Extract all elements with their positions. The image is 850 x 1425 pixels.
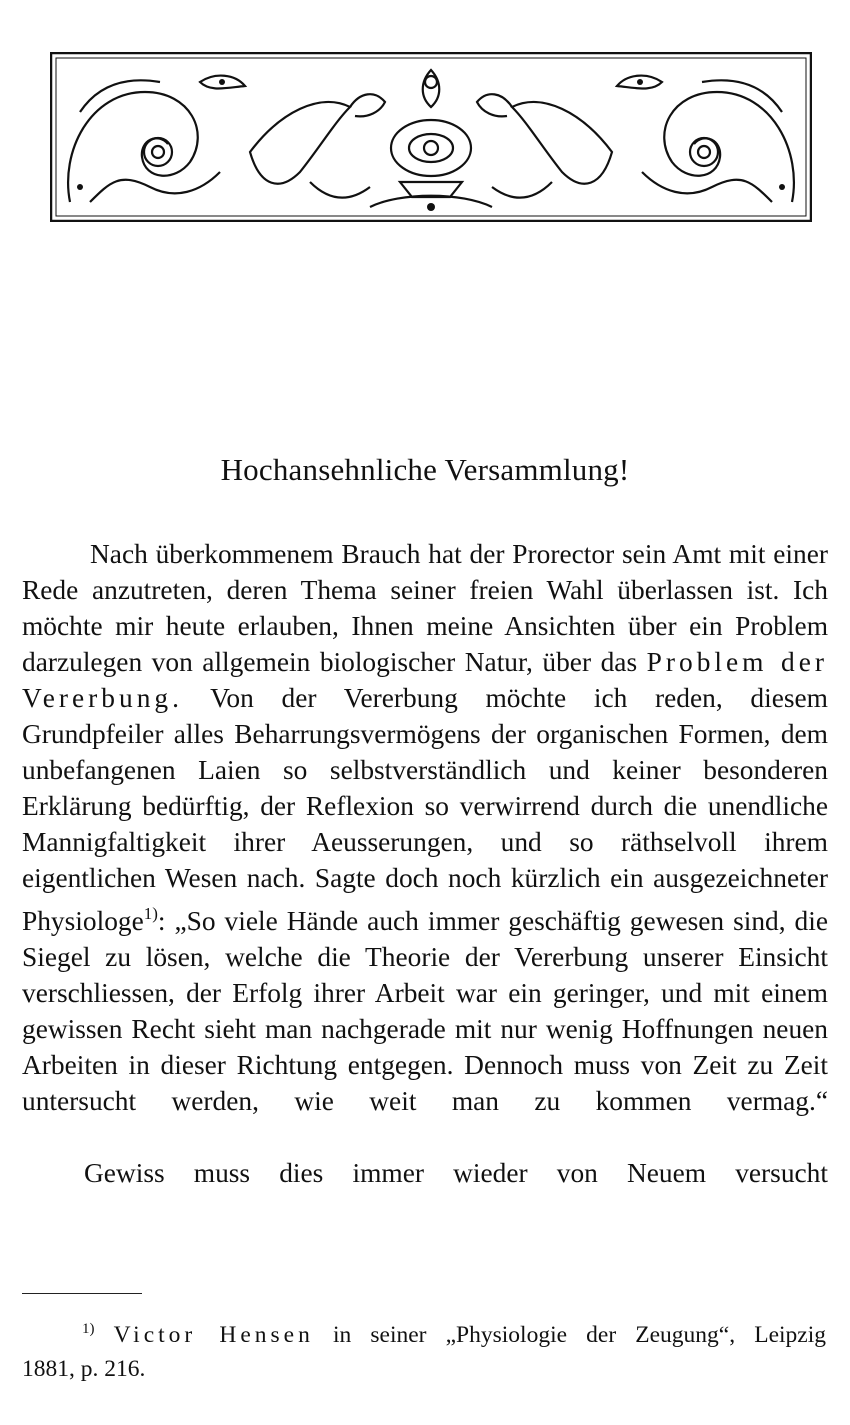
- footnote-author: Victor Hensen: [113, 1322, 314, 1348]
- paragraph-1-lead: Nach überkommenem Brauch hat der Prorector sein Amt mit einer Rede anzutreten, deren Thema seiner freien Wahl überlassen ist. Ich möchte mir heute erlauben, Ihnen meine Ansichten über ein Problem darzulegen von allgemein biologischer Natur, über das: [22, 539, 828, 677]
- page-heading: Hochansehnliche Versammlung!: [220, 452, 630, 487]
- body-text: [22, 536, 828, 1191]
- footnote-reference: 1): [143, 904, 158, 923]
- footnote-line-1: [22, 1312, 826, 1352]
- footnote: [22, 1312, 826, 1386]
- paragraph-1-middle: Von der Vererbung möchte ich reden, diesem Grundpfeiler alles Beharrungsvermögens der organischen Formen, dem unbefangenen Laien so selbstverständlich und keiner besonderen Erklärung bedürftig, der Reflexion so verwirrend durch die unendliche Mannigfaltigkeit ihrer Aeusserungen, und so räthselvoll ihrem eigentlichen Wesen nach. Sagte doch noch kürzlich ein ausgezeichneter Physiologe: [22, 683, 828, 936]
- paragraph-1-emphasis: Problem der Vererbung.: [22, 647, 828, 713]
- paragraph-1: [22, 536, 828, 1155]
- footnote-separator: [22, 1293, 142, 1294]
- paragraph-2: [22, 1155, 828, 1191]
- ornament-engraving: [50, 52, 812, 222]
- paragraph-1-quote: : „So viele Hände auch immer geschäftig gewesen sind, die Siegel zu lösen, welche die Theorie der Vererbung unserer Einsicht verschliessen, der Erfolg ihrer Arbeit war ein geringer, und mit einem gewissen Recht sieht man nachgerade mit nur wenig Hoffnungen neuen Arbeiten in dieser Richtung entgegen. Dennoch muss von Zeit zu Zeit untersucht werden, wie weit man zu kommen vermag.“: [22, 906, 828, 1116]
- paragraph-2-text: Gewiss muss dies immer wieder von Neuem versucht: [84, 1158, 828, 1188]
- footnote-text-line-1: in seiner „Physiologie der Zeugung“, Leipzig: [332, 1322, 827, 1348]
- footnote-mark: 1): [82, 1321, 95, 1337]
- decorative-header-ornament: [50, 52, 812, 222]
- footnote-line-2: 1881, p. 216.: [22, 1356, 146, 1382]
